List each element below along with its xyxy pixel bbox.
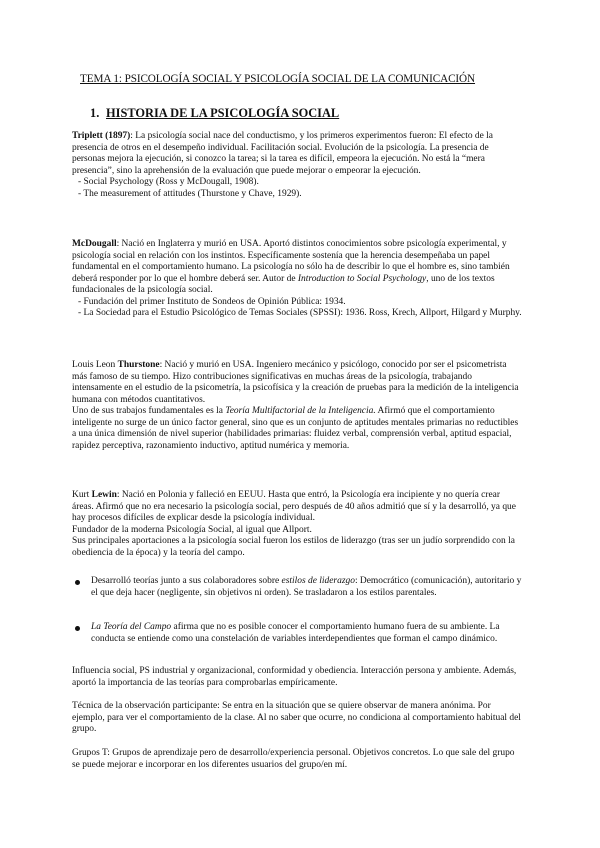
mcdougall-paragraph: [72, 239, 524, 320]
thurstone-work-title: Teoría Multifactorial de la Inteligencia.: [225, 406, 376, 416]
mcdougall-book-title: Introduction to Social Psychology: [297, 273, 427, 284]
bullet-text-end: : Democrático (comunicación), autoritario y el que deja hacer (negligente, sin objetivos ni orden). Se trasladaron a los estilos parentales.: [91, 576, 522, 598]
mcdougall-text: : Nació en Inglaterra y murió en USA. Aportó distintos conocimientos sobre psicología experimental, y psicología social en relación con los instintos. Específicamente sostenía que la herencia desempeñaba un papel fundamental en el comportamiento humano. La psicología no sólo ha de describir lo que el hombre es, sino también deberá responder por lo que el hombre deberá ser. Autor de: [72, 239, 510, 284]
list-item: - Social Psychology (Ross y McDougall, 1908).: [72, 177, 524, 189]
section-number: 1.: [90, 106, 100, 120]
lewin-bullet-list: [72, 576, 524, 599]
bullet-icon: [75, 626, 80, 631]
list-item: - The measurement of attitudes (Thurstone y Chave, 1929).: [72, 189, 524, 201]
lewin-contributions: Sus principales aportaciones a la psicología social fueron los estilos de liderazgo (tras ser un judío sorprendido con la obediencia de la época) y la teoría del campo.: [72, 536, 515, 558]
influence-paragraph: Influencia social, PS industrial y organizacional, conformidad y obediencia. Interacción persona y ambiente. Además, aportó la importancia de las teorías para comprobarlas empíricamente.: [72, 666, 517, 688]
document-title: TEMA 1: PSICOLOGÍA SOCIAL Y PSICOLOGÍA SOCIAL DE LA COMUNICACIÓN: [80, 73, 476, 85]
thurstone-work-text: Afirmó que el comportamiento inteligente no surge de un único factor general, sino que es un conjunto de aptitudes mentales primarias no reductibles a una única dimensión de nivel superior (habilidades primarias: fluidez verbal, comprensión verbal, aptitud espacial, rapidez perceptiva, razonamiento inductivo, aptitud numérica y memoria.: [72, 406, 519, 451]
thurstone-text: : Nació y murió en USA. Ingeniero mecánico y psicólogo, conocido por ser el psicometrista más famoso de su tiempo. Hizo contribuciones significativas en muchas áreas de la psicología, trabajando intensamente en el estudio de la psicometría, la psicofísica y la creación de pruebas para la medición de la inteligencia humana con métodos cuantitativos.: [72, 360, 519, 405]
mcdougall-text-end: , uno de los textos fundacionales de la psicología social.: [72, 273, 495, 295]
lewin-founder: Fundador de la moderna Psicología Social, al igual que Allport.: [72, 524, 312, 535]
technique-paragraph: Técnica de la observación participante: Se entra en la situación que se quiere observar de manera anónima. Por ejemplo, para ver el comportamiento de la clase. Al no saber que ocurre, no condiciona al comportamiento habitual del grupo.: [72, 701, 521, 734]
bullet-italic: estilos de liderazgo: [281, 576, 355, 586]
bullet-italic: La Teoría del Campo: [91, 622, 172, 632]
section-title: HISTORIA DE LA PSICOLOGÍA SOCIAL: [106, 106, 340, 120]
section-heading: [90, 106, 339, 121]
thurstone-paragraph: [72, 360, 524, 452]
list-item: [72, 622, 524, 645]
list-item: [72, 576, 524, 599]
triplett-text: : La psicología social nace del conductismo, y los primeros experimentos fueron: El efecto de la presencia de otros en el desempeño individual. Facilitación social. Evolución de la psicología. La presencia de personas mejora la ejecución, si conozco la tarea; si la tarea es difícil, empeora la ejecución. No está la “mera presencia”, sino la aprehensión de la evaluación que puede mejorar o empeorar la ejecución.: [72, 131, 493, 176]
lewin-name: Lewin: [91, 490, 117, 500]
groups-paragraph: Grupos T: Grupos de aprendizaje pero de desarrollo/experiencia personal. Objetivos concretos. Lo que sale del grupo se puede mejorar e incorporar en los diferentes usuarios del grupo/en mí.: [72, 748, 515, 770]
lewin-bullet-list-2: [72, 622, 524, 645]
mcdougall-list: [72, 297, 524, 320]
mcdougall-name: McDougall: [72, 239, 117, 249]
bullet-text: Desarrolló teorías junto a sus colaboradores sobre: [91, 576, 282, 586]
lewin-text: : Nació en Polonia y falleció en EEUU. Hasta que entró, la Psicología era incipiente y no quería crear áreas. Afirmó que no era necesario la psicología social, pero después de 40 años admitió que sí y la desarrolló, ya que hay procesos difíciles de explicar desde la psicología individual.: [72, 490, 516, 523]
lewin-first-name: Kurt: [72, 490, 92, 500]
list-item: - La Sociedad para el Estudio Psicológico de Temas Sociales (SPSSI): 1936. Ross, Krech, Allport, Hilgard y Murphy.: [72, 308, 524, 320]
thurstone-first-name: Louis Leon: [72, 360, 118, 370]
bullet-text-end: afirma que no es posible conocer el comportamiento humano fuera de su ambiente. La conducta se entiende como una constelación de variables interdependientes que forman el campo dinámico.: [91, 622, 500, 644]
lewin-paragraph: [72, 490, 524, 559]
triplett-paragraph: [72, 131, 524, 200]
list-item: - Fundación del primer Instituto de Sondeos de Opinión Pública: 1934.: [72, 297, 524, 309]
bullet-icon: [75, 580, 80, 585]
triplett-name: Triplett (1897): [72, 131, 131, 141]
thurstone-name: Thurstone: [117, 360, 160, 370]
thurstone-work-intro: Uno de sus trabajos fundamentales es la: [72, 406, 226, 416]
triplett-list: [72, 177, 524, 200]
